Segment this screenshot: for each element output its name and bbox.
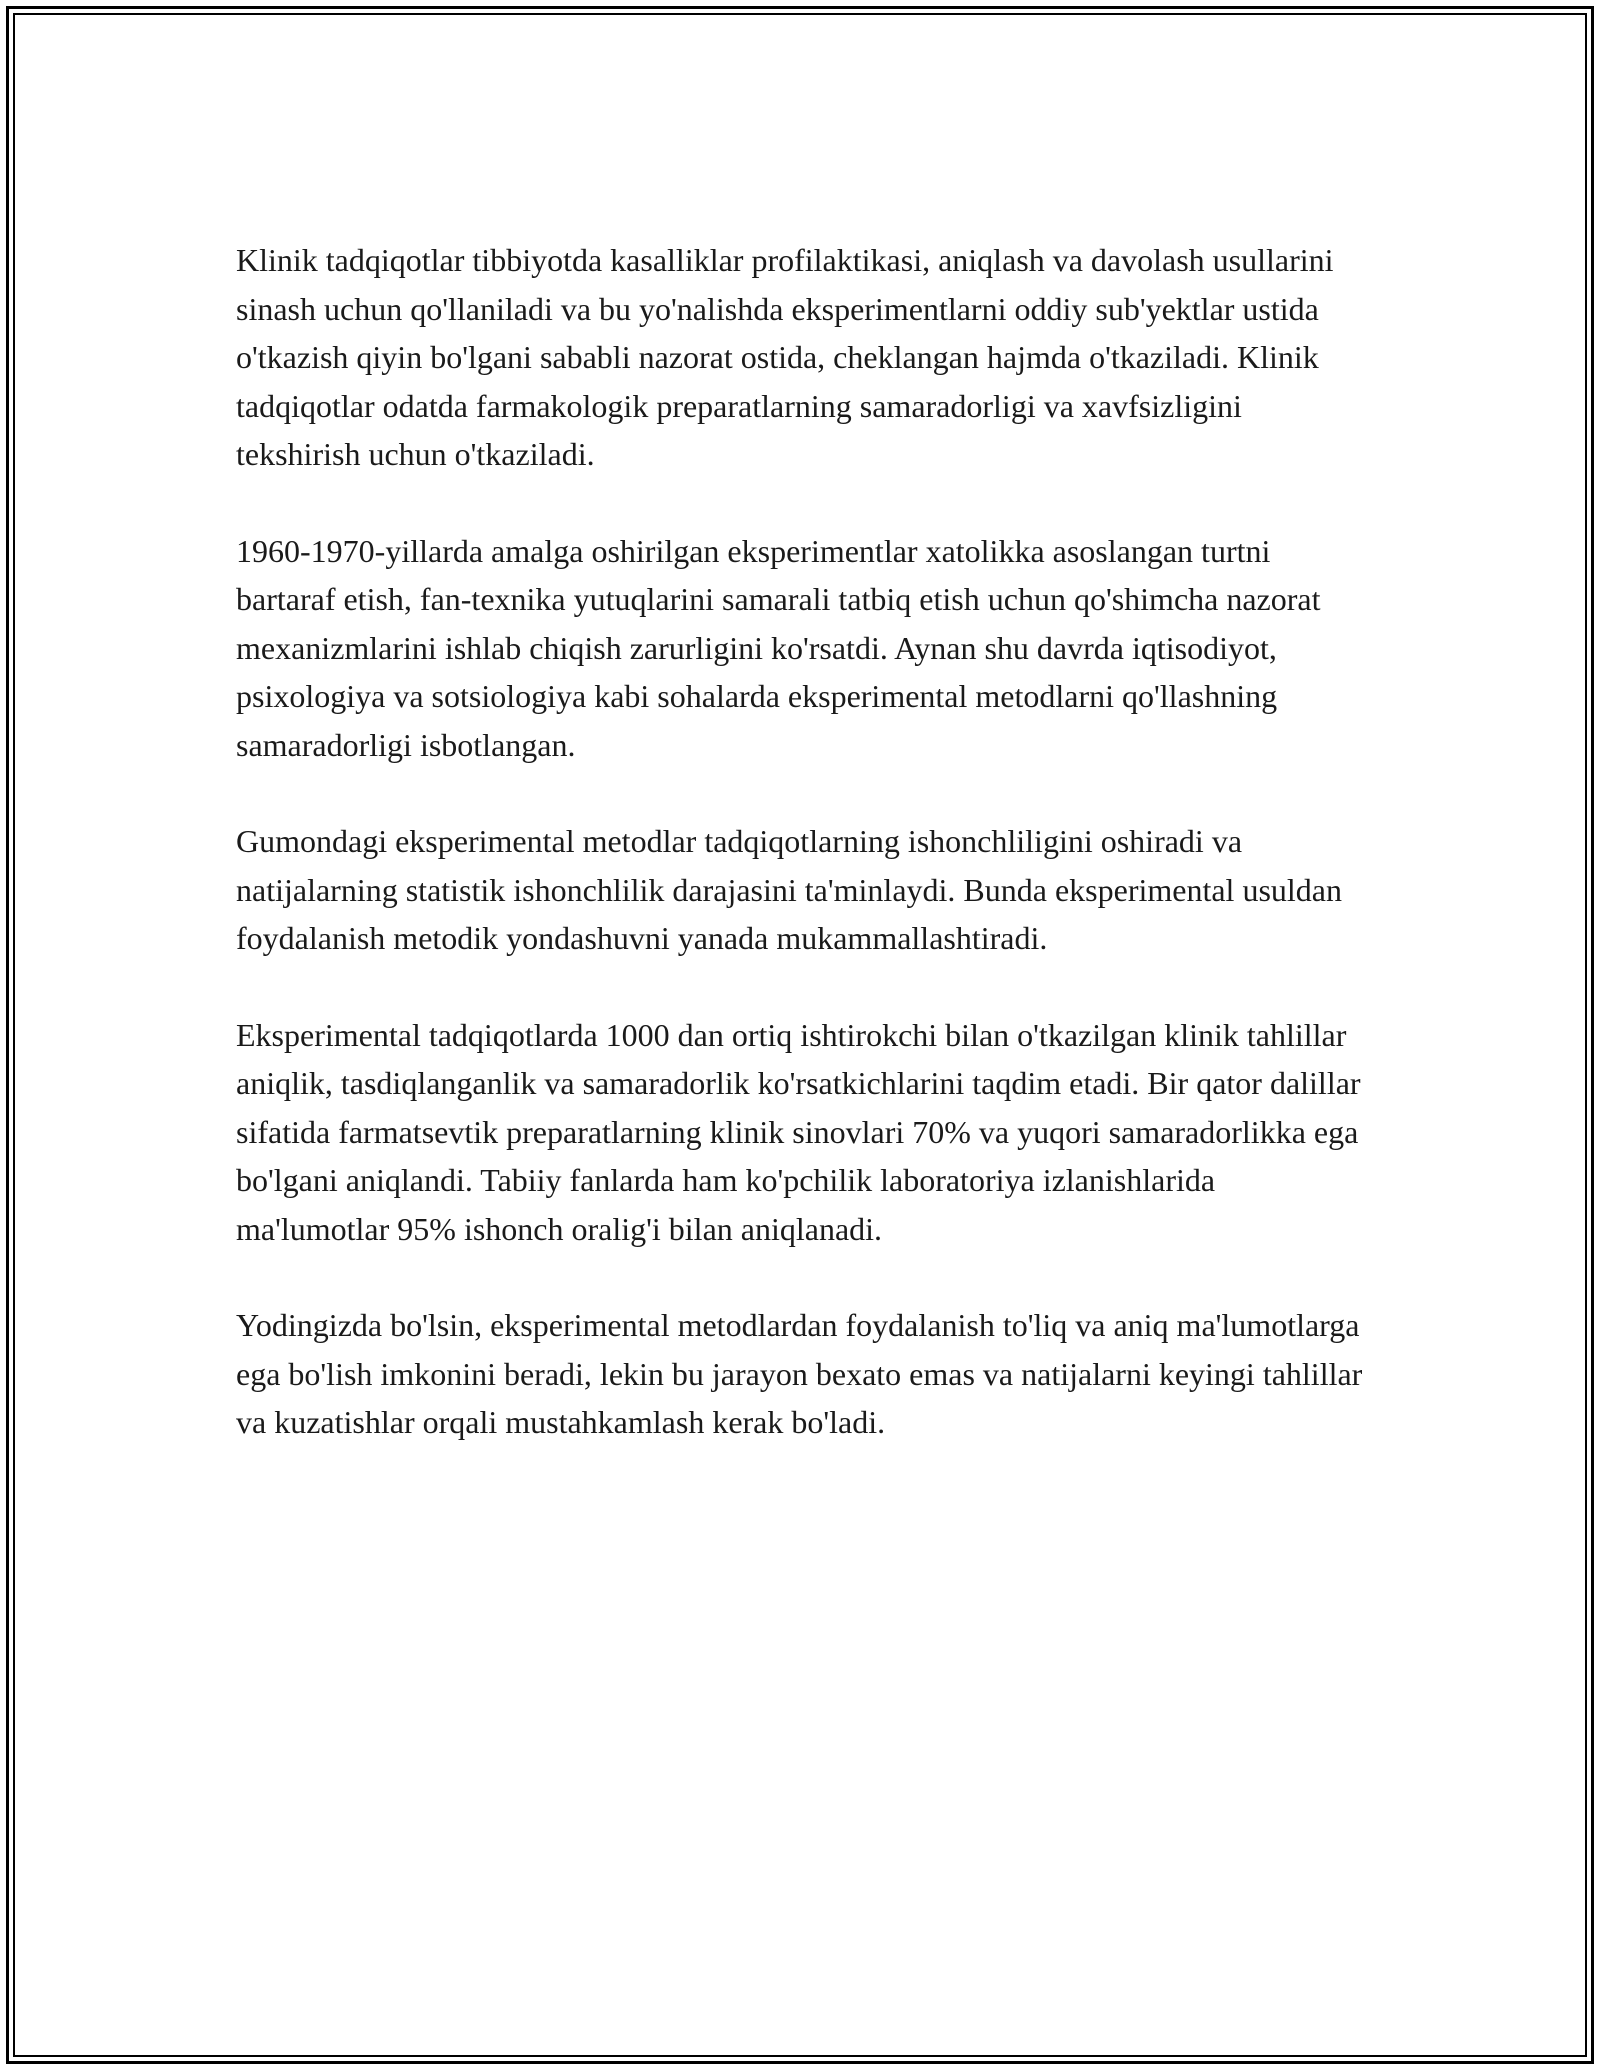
paragraph-conclusion: Yodingizda bo'lsin, eksperimental metodlardan foydalanish to'liq va aniq ma'lumotlarga ega bo'lish imkonini beradi, lekin bu jarayon bexato emas va natijalarni keyingi tahlillar va kuzatishlar orqali mustahkamlash kerak bo'ladi. — [236, 1307, 1363, 1440]
paragraph-clinical-trials: Klinik tadqiqotlar tibbiyotda kasalliklar profilaktikasi, aniqlash va davolash usullarini sinash uchun qo'llaniladi va bu yo'nalishda eksperimentlarni oddiy sub'yektlar ustida o'tkazish qiyin bo'lgani sababli nazorat ostida, cheklangan hajmda o'tkaziladi. Klinik tadqiqotlar odatda farmakologik preparatlarning samaradorligi va xavfsizligini tekshirish uchun o'tkaziladi. — [236, 242, 1334, 472]
paragraph-experimental-methods: Gumondagi eksperimental metodlar tadqiqotlarning ishonchliligini oshiradi va natijalarning statistik ishonchlilik darajasini ta'minlaydi. Bunda eksperimental usuldan foydalanish metodik yondashuvni yanada mukammallashtiradi. — [236, 823, 1342, 956]
paragraph-experimental-research: Eksperimental tadqiqotlarda 1000 dan ortiq ishtirokchi bilan o'tkazilgan klinik tahlillar aniqlik, tasdiqlanganlik va samaradorlik ko'rsatkichlarini taqdim etadi. Bir qator dalillar sifatida farmatsevtik preparatlarning klinik sinovlari 70% va yuqori samaradorlikka ega bo'lgani aniqlandi. Tabiiy fanlarda ham ko'pchilik laboratoriya izlanishlarida ma'lumotlar 95% ishonch oralig'i bilan aniqlanadi. — [236, 1016, 1361, 1247]
paragraph-1960-1970-experiments: 1960-1970-yillarda amalga oshirilgan eksperimentlar xatolikka asoslangan turtni bartaraf etish, fan-texnika yutuqlarini samarali tatbiq etish uchun qo'shimcha nazorat mexanizmlarini ishlab chiqish zarurligini ko'rsatdi. Aynan shu davrda iqtisodiyot, psixologiya va sotsiologiya kabi sohalarda eksperimental metodlarni qo'llashning samaradorligi isbotlangan. — [236, 532, 1321, 763]
document-body — [236, 236, 1372, 1495]
